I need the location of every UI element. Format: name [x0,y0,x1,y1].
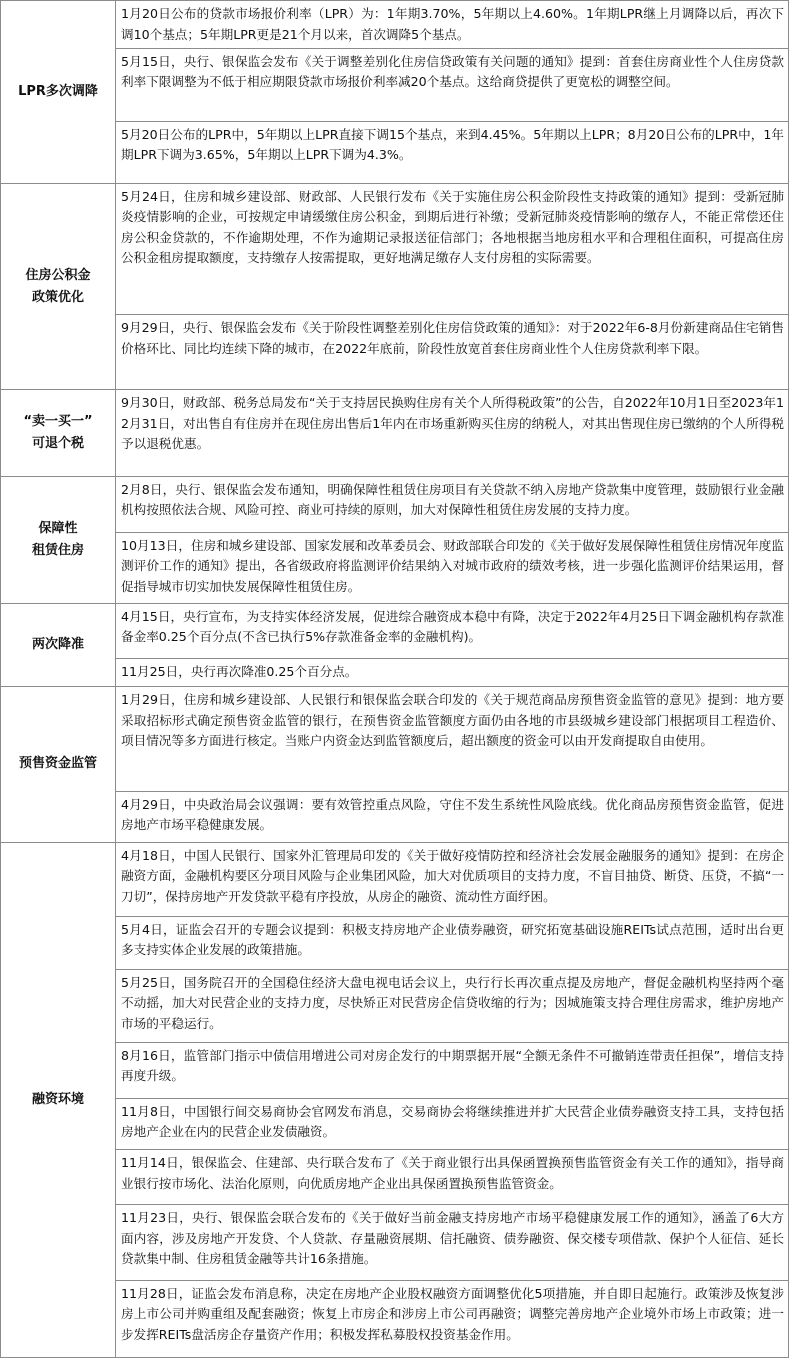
category-cell [1,476,116,603]
table-row [1,1098,789,1150]
category-cell [1,390,116,476]
category-label: “卖一买一” [23,413,93,429]
category-cell [1,1,116,184]
table-row [1,687,789,792]
category-cell [1,842,116,1357]
category-label: 住房公积金 [25,267,91,283]
entry-cell: 5月24日，住房和城乡建设部、财政部、人民银行发布《关于实施住房公积金阶段性支持政策的通知》提到：受新冠肺炎疫情影响的企业，可按规定申请缓缴住房公积金，到期后进行补缴；受新冠肺炎疫情影响的缴存人，不能正常偿还住房公积金贷款的，不作逾期处理，不作为逾期记录报送征信部门；各地根据当地房租水平和合理租住面积，可提高住房公积金租房提取额度，支持缴存人按需提取，更好地满足缴存人支付房租的实际需要。 [116,183,789,314]
table-row [1,603,789,658]
table-row [1,390,789,476]
entry-cell: 1月20日公布的贷款市场报价利率（LPR）为：1年期3.70%，5年期以上4.60%。1年期LPR继上月调降以后，再次下调10个基点；5年期LPR更是21个月以来，首次调降5个基点。 [116,1,789,49]
table-row [1,842,789,916]
entry-cell: 5月15日，央行、银保监会发布《关于调整差别化住房信贷政策有关问题的通知》提到：首套住房商业性个人住房贷款利率下限调整为不低于相应期限贷款市场报价利率减20个基点。这给商贷提供了更宽松的调整空间。 [116,48,789,121]
table-row [1,476,789,532]
entry-cell: 11月28日，证监会发布消息称，决定在房地产企业股权融资方面调整优化5项措施，并自即日起施行。政策涉及恢复涉房上市公司并购重组及配套融资；恢复上市房企和涉房上市公司再融资；调整完善房地产企业境外市场上市政策；进一步发挥REITs盘活房企存量资产作用；积极发挥私募股权投资基金作用。 [116,1280,789,1357]
entry-cell: 11月23日，央行、银保监会联合发布的《关于做好当前金融支持房地产市场平稳健康发展工作的通知》，涵盖了6大方面内容，涉及房地产开发贷、个人贷款、存量融资展期、信托融资、债券融资、保交楼专项借款、保护个人征信、延长贷款集中制、住房租赁金融等共计16条措施。 [116,1205,789,1280]
table-row [1,1042,789,1098]
entry-cell: 5月25日，国务院召开的全国稳住经济大盘电视电话会议上，央行行长再次重点提及房地产，督促金融机构坚持两个毫不动摇，加大对民营企业的支持力度，尽快矫正对民营房企信贷收缩的行为；因城施策支持合理住房需求，维护房地产市场的平稳运行。 [116,969,789,1042]
category-label: 租赁住房 [31,542,84,558]
table-row [1,916,789,969]
category-cell [1,603,116,686]
table-row [1,658,789,686]
entry-cell: 9月29日，央行、银保监会发布《关于阶段性调整差别化住房信贷政策的通知》：对于2022年6-8月份新建商品住宅销售价格环比、同比均连续下降的城市，在2022年底前，阶段性放宽首套住房商业性个人住房贷款利率下限。 [116,315,789,390]
entry-cell: 10月13日，住房和城乡建设部、国家发展和改革委员会、财政部联合印发的《关于做好发展保障性租赁住房情况年度监测评价工作的通知》提出，各省级政府将监测评价结果纳入对城市政府的绩效考核，进一步强化监测评价结果运用，督促指导城市切实加快发展保障性租赁住房。 [116,532,789,603]
entry-cell: 9月30日，财政部、税务总局发布“关于支持居民换购住房有关个人所得税政策”的公告，自2022年10月1日至2023年12月31日，对出售自有住房并在现住房出售后1年内在市场重新购买住房的纳税人，对其出售现住房已缴纳的个人所得税予以退税优惠。 [116,390,789,476]
table-row [1,1280,789,1357]
entry-cell: 4月29日，中央政治局会议强调：要有效管控重点风险，守住不发生系统性风险底线。优化商品房预售资金监管，促进房地产市场平稳健康发展。 [116,791,789,842]
category-label: 保障性 [38,520,78,536]
table-row [1,532,789,603]
table-row [1,1150,789,1205]
table-row [1,969,789,1042]
entry-cell: 4月18日，中国人民银行、国家外汇管理局印发的《关于做好疫情防控和经济社会发展金融服务的通知》提到：在房企融资方面，金融机构要区分项目风险与企业集团风险，加大对优质项目的支持力度，不盲目抽贷、断贷、压贷，不搞“一刀切”，保持房地产开发贷款平稳有序投放，从房企的融资、流动性方面纾困。 [116,842,789,916]
category-label: 政策优化 [31,289,84,305]
entry-cell: 1月29日，住房和城乡建设部、人民银行和银保监会联合印发的《关于规范商品房预售资金监管的意见》提到：地方要采取招标形式确定预售资金监管的银行，在预售资金监管额度方面仍由各地的市县级城乡建设部门根据项目工程造价、项目情况等多方面进行核定。当账户内资金达到监管额度后，超出额度的资金可以由开发商提取自由使用。 [116,687,789,792]
table-row [1,315,789,390]
entry-cell: 5月20日公布的LPR中，5年期以上LPR直接下调15个基点，来到4.45%。5年期以上LPR；8月20日公布的LPR中，1年期LPR下调为3.65%，5年期以上LPR下调为4.3%。 [116,121,789,183]
category-label: 预售资金监管 [18,756,97,772]
category-label: 两次降准 [31,636,84,652]
table-row [1,183,789,314]
entry-cell: 5月4日，证监会召开的专题会议提到：积极支持房地产企业债券融资，研究拓宽基础设施REITs试点范围，适时出台更多支持实体企业发展的政策措施。 [116,916,789,969]
table-row [1,791,789,842]
category-label: 融资环境 [31,1091,84,1107]
table-row [1,48,789,121]
entry-cell: 2月8日，央行、银保监会发布通知，明确保障性租赁住房项目有关贷款不纳入房地产贷款集中度管理，鼓励银行业金融机构按照依法合规、风险可控、商业可持续的原则，加大对保障性租赁住房发展的支持力度。 [116,476,789,532]
category-label: 可退个税 [31,435,84,451]
category-cell [1,687,116,843]
category-label: LPR多次调降 [18,83,98,99]
table-row [1,121,789,183]
entry-cell: 11月25日，央行再次降准0.25个百分点。 [116,658,789,686]
table-row [1,1205,789,1280]
entry-cell: 8月16日，监管部门指示中债信用增进公司对房企发行的中期票据开展“全额无条件不可撤销连带责任担保”，增信支持再度升级。 [116,1042,789,1098]
table-row [1,1,789,49]
entry-cell: 11月14日，银保监会、住建部、央行联合发布了《关于商业银行出具保函置换预售监管资金有关工作的通知》，指导商业银行按市场化、法治化原则，向优质房地产企业出具保函置换预售监管资金。 [116,1150,789,1205]
category-cell [1,183,116,389]
entry-cell: 11月8日，中国银行间交易商协会官网发布消息，交易商协会将继续推进并扩大民营企业债券融资支持工具，支持包括房地产企业在内的民营企业发债融资。 [116,1098,789,1150]
entry-cell: 4月15日，央行宣布，为支持实体经济发展，促进综合融资成本稳中有降，决定于2022年4月25日下调金融机构存款准备金率0.25个百分点(不含已执行5%存款准备金率的金融机构)。 [116,603,789,658]
